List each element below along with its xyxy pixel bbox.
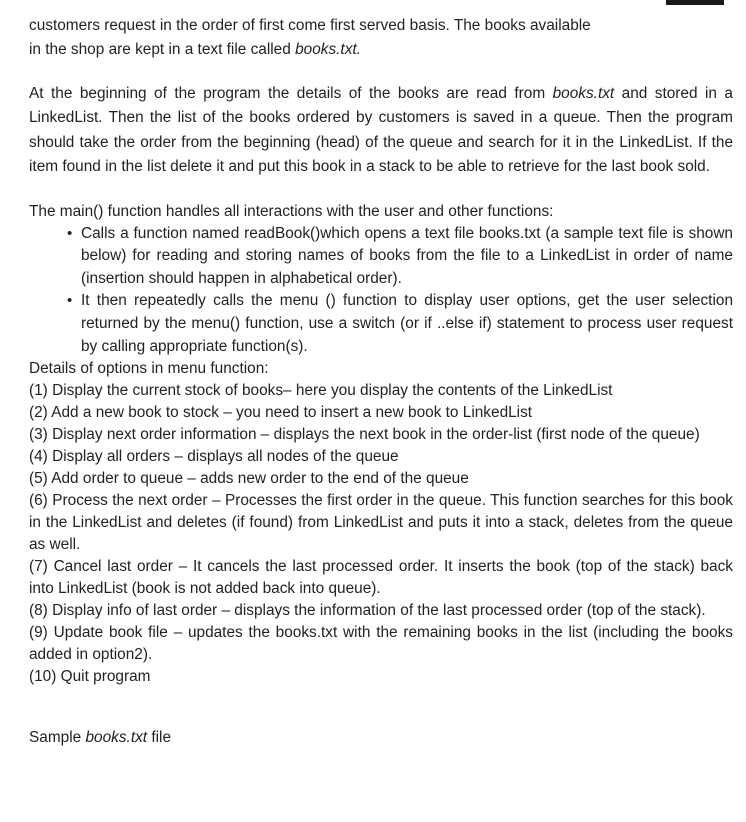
menu-option: (2) Add a new book to stock – you need to insert a new book to LinkedList (29, 404, 533, 422)
menu-option: (6) Process the next order – Processes the first order in the queue. This function searches for this book in the LinkedList and deletes (if found) from LinkedList and puts it into a stack, deletes from the queue as well. (29, 492, 733, 554)
sample-file-caption: Sample books.txt file (29, 729, 172, 747)
menu-option: (10) Quit program (29, 668, 151, 686)
bullet-item: • Calls a function named readBook()which opens a text file books.txt (a sample text file is shown below) for reading and storing names of books from the file to a LinkedList in order of name (insertion should happen in alphabetical order). (67, 224, 733, 287)
menu-option: (1) Display the current stock of books– here you display the contents of the LinkedList (29, 382, 613, 400)
menu-option: (9) Update book file – updates the books.txt with the remaining books in the list (including the books added in option2). (29, 624, 733, 664)
intro-line-1: customers request in the order of first come first served basis. The books available (29, 17, 591, 34)
options-heading: Details of options in menu function: (29, 360, 269, 378)
menu-option: (3) Display next order information – displays the next book in the order-list (first node of the queue) (29, 426, 700, 444)
main-function-heading: The main() function handles all interactions with the user and other functions: (29, 202, 554, 220)
sample-filename: books.txt (85, 729, 148, 747)
description-paragraph: At the beginning of the program the details of the books are read from books.txt and stored in a LinkedList. Then the list of the books ordered by customers is saved in a queue. Then the program should take the order from the beginning (head) of the queue and search for it in the LinkedList. If the item found in the list delete it and put this book in a stack to be able to retrieve for the last book sold. (29, 85, 733, 176)
bullet-dot: • (67, 292, 73, 310)
description-filename: books.txt (552, 85, 615, 102)
main-function-bullets (29, 223, 733, 359)
intro-line-2 (29, 38, 733, 62)
menu-option: (7) Cancel last order – It cancels the last processed order. It inserts the book (top of the stack) back into LinkedList (book is not added back into queue). (29, 558, 733, 598)
intro-filename: books.txt. (295, 41, 361, 58)
menu-options-list (29, 380, 733, 688)
menu-option: (5) Add order to queue – adds new order to the end of the queue (29, 470, 469, 488)
bullet-dot: • (67, 224, 73, 242)
intro-text: in the shop are kept in a text file called (29, 41, 296, 58)
menu-option: (8) Display info of last order – displays the information of the last processed order (top of the stack). (29, 602, 706, 620)
top-edge-bar (666, 0, 724, 5)
bullet-item: • It then repeatedly calls the menu () function to display user options, get the user selection returned by the menu() function, use a switch (or if ..else if) statement to process user request by calling appropriate function(s). (67, 292, 733, 355)
document-page (29, 14, 733, 750)
menu-option: (4) Display all orders – displays all nodes of the queue (29, 448, 399, 466)
